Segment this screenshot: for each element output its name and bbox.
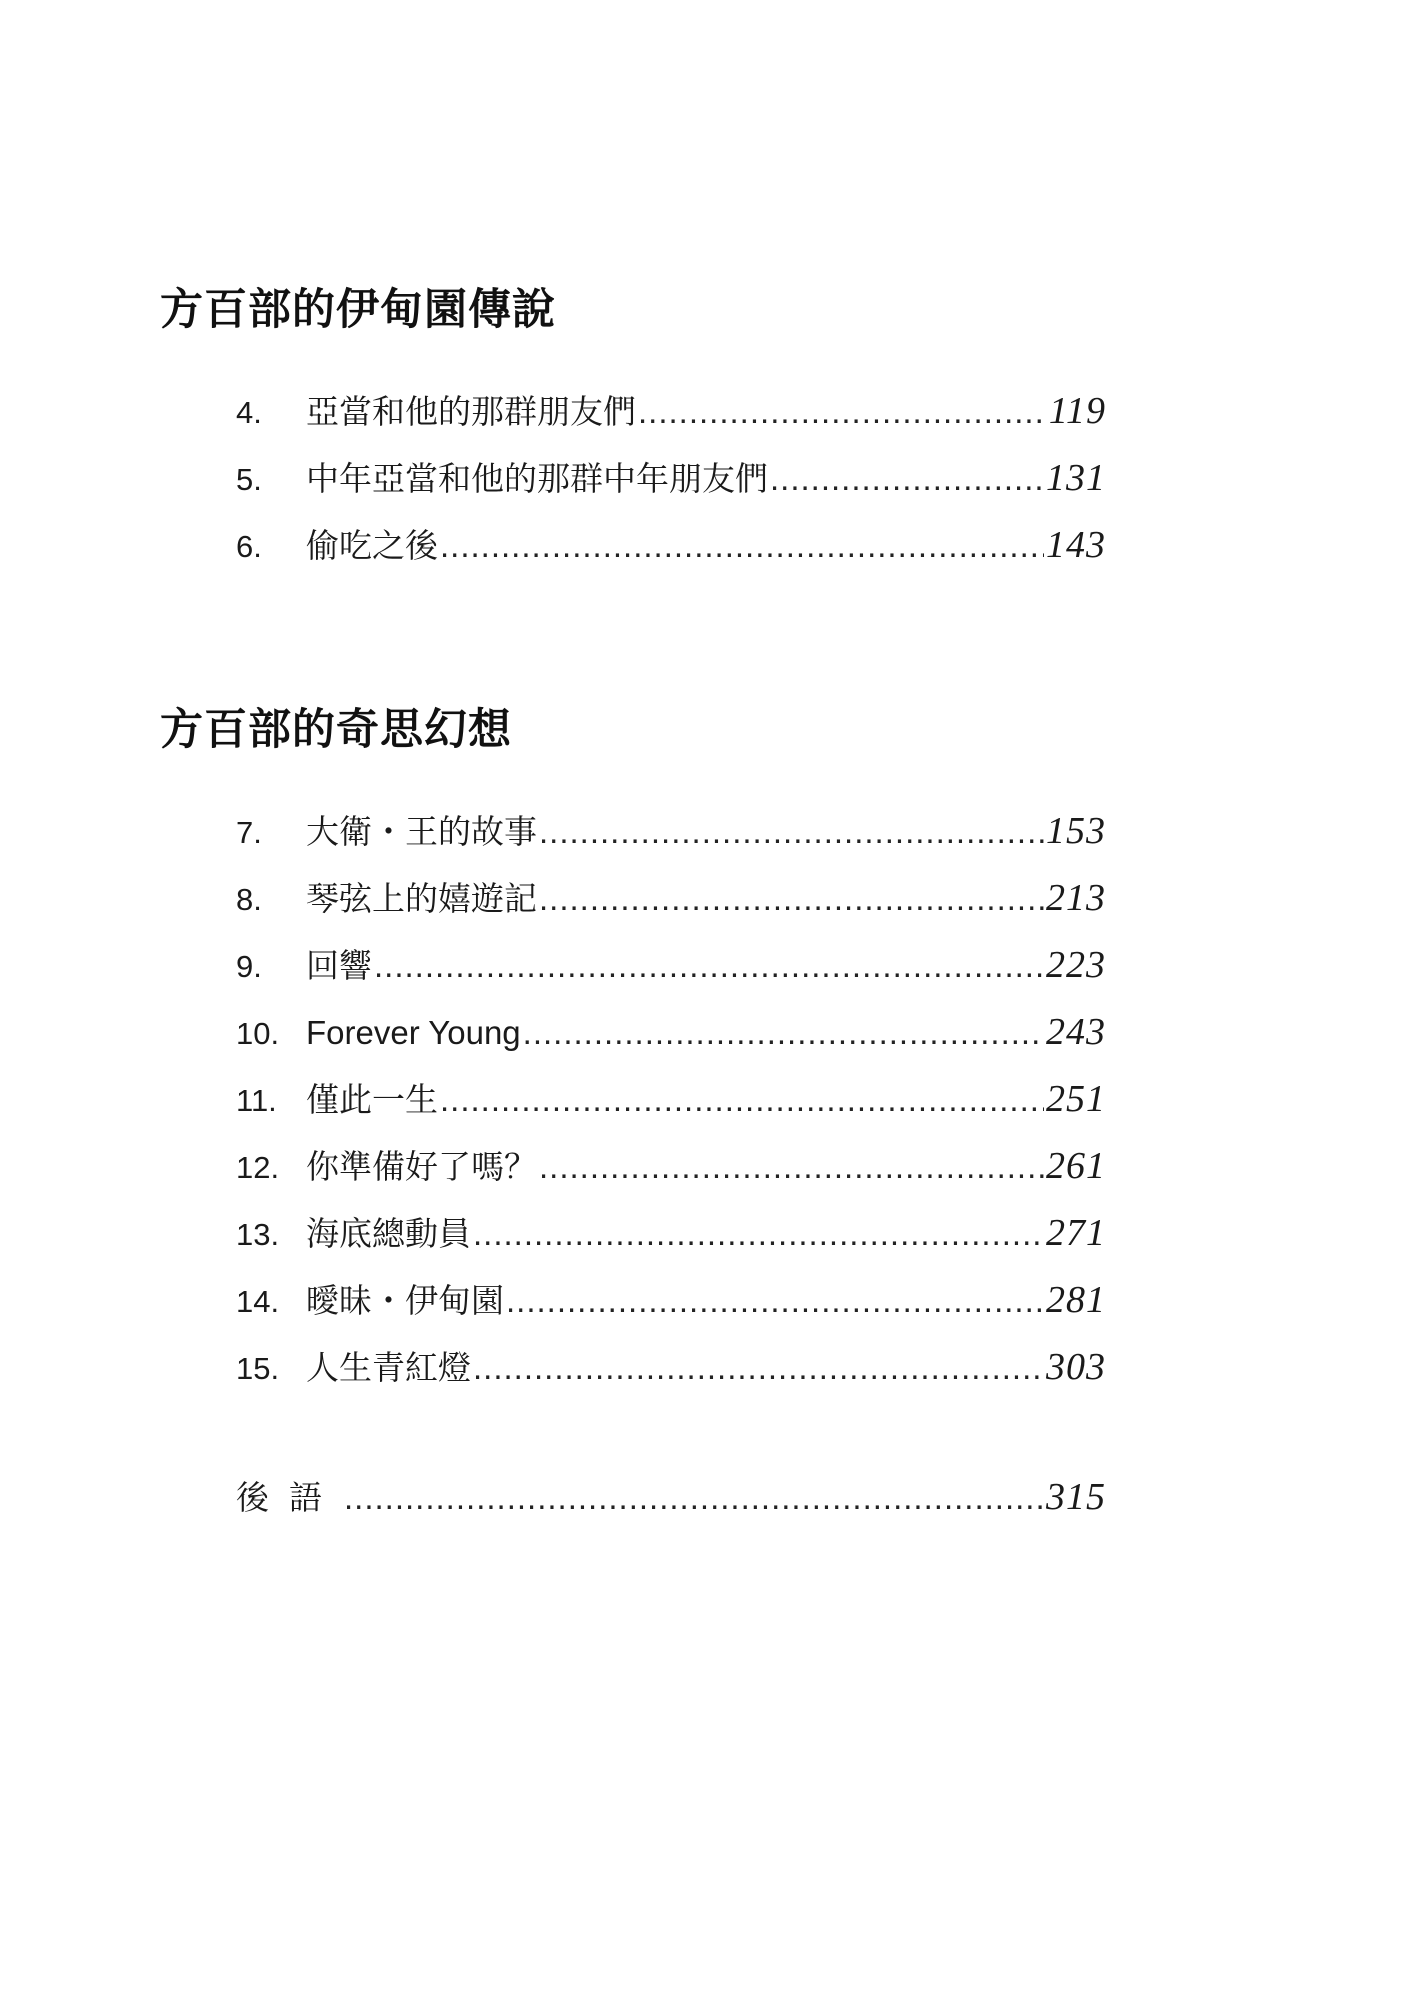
- toc-entry[interactable]: [236, 1133, 1106, 1200]
- entry-number: 6.: [236, 529, 262, 564]
- dot-leader: [344, 1464, 1044, 1531]
- toc-entry[interactable]: [236, 1200, 1106, 1267]
- entry-title: 海底總動員: [306, 1214, 471, 1253]
- entry-number: 15.: [236, 1351, 280, 1386]
- entry-title: 亞當和他的那群朋友們: [306, 392, 636, 431]
- entry-title: 人生青紅燈: [306, 1348, 471, 1387]
- toc-list-eden-legend: [236, 378, 1106, 579]
- entry-number: 7.: [236, 815, 262, 850]
- entry-title: 偷吃之後: [306, 526, 438, 565]
- section-title-eden-legend: 方百部的伊甸園傳說: [160, 285, 556, 335]
- dot-leader: [539, 1133, 1044, 1200]
- entry-page-number: 271: [1046, 1212, 1106, 1254]
- dot-leader: [440, 512, 1044, 579]
- toc-entry-epilogue[interactable]: [236, 1464, 1106, 1531]
- dot-leader: [440, 1066, 1044, 1133]
- entry-number: 4.: [236, 395, 262, 430]
- entry-title: 僅此一生: [306, 1080, 438, 1119]
- entry-number: 8.: [236, 882, 262, 917]
- toc-entry[interactable]: [236, 798, 1106, 865]
- toc-entry[interactable]: [236, 512, 1106, 579]
- entry-title: 琴弦上的嬉遊記: [306, 879, 537, 918]
- toc-entry[interactable]: [236, 932, 1106, 999]
- entry-page-number: 281: [1046, 1279, 1106, 1321]
- entry-number: 5.: [236, 462, 262, 497]
- entry-title: Forever Young: [306, 1014, 521, 1051]
- dot-leader: [473, 1200, 1044, 1267]
- toc-list-fantasies: [236, 798, 1106, 1401]
- entry-title: 大衛・王的故事: [306, 812, 537, 851]
- toc-entry[interactable]: [236, 865, 1106, 932]
- entry-page-number: 213: [1046, 877, 1106, 919]
- dot-leader: [539, 798, 1044, 865]
- entry-number: 13.: [236, 1217, 280, 1252]
- dot-leader: [506, 1267, 1044, 1334]
- entry-page-number: 223: [1046, 944, 1106, 986]
- entry-page-number: 251: [1046, 1078, 1106, 1120]
- entry-page-number: 303: [1046, 1346, 1106, 1388]
- entry-title: 你準備好了嗎？: [306, 1147, 537, 1186]
- entry-number: 10.: [236, 1016, 280, 1051]
- entry-page-number: 131: [1046, 457, 1106, 499]
- section-title-fantasies: 方百部的奇思幻想: [160, 705, 512, 755]
- entry-page-number: 153: [1046, 810, 1106, 852]
- entry-page-number: 143: [1046, 524, 1106, 566]
- dot-leader: [539, 865, 1044, 932]
- dot-leader: [638, 378, 1047, 445]
- dot-leader: [473, 1334, 1044, 1401]
- entry-page-number: 243: [1046, 1011, 1106, 1053]
- toc-entry[interactable]: [236, 1267, 1106, 1334]
- toc-entry[interactable]: [236, 445, 1106, 512]
- entry-page-number: 315: [1046, 1476, 1106, 1518]
- entry-number: 12.: [236, 1150, 280, 1185]
- entry-number: 14.: [236, 1284, 280, 1319]
- entry-title: 回響: [306, 946, 372, 985]
- toc-entry[interactable]: [236, 378, 1106, 445]
- toc-entry[interactable]: [236, 1066, 1106, 1133]
- toc-entry[interactable]: [236, 1334, 1106, 1401]
- entry-page-number: 119: [1048, 390, 1106, 432]
- dot-leader: [770, 445, 1044, 512]
- entry-title: 中年亞當和他的那群中年朋友們: [306, 459, 768, 498]
- dot-leader: [374, 932, 1044, 999]
- toc-entry[interactable]: [236, 999, 1106, 1066]
- entry-number: 11.: [236, 1083, 277, 1118]
- entry-number: 9.: [236, 949, 262, 984]
- entry-title: 曖昧・伊甸園: [306, 1281, 504, 1320]
- toc-list-epilogue: [236, 1464, 1106, 1531]
- dot-leader: [523, 999, 1044, 1066]
- entry-page-number: 261: [1046, 1145, 1106, 1187]
- epilogue-title: 後語: [236, 1478, 342, 1517]
